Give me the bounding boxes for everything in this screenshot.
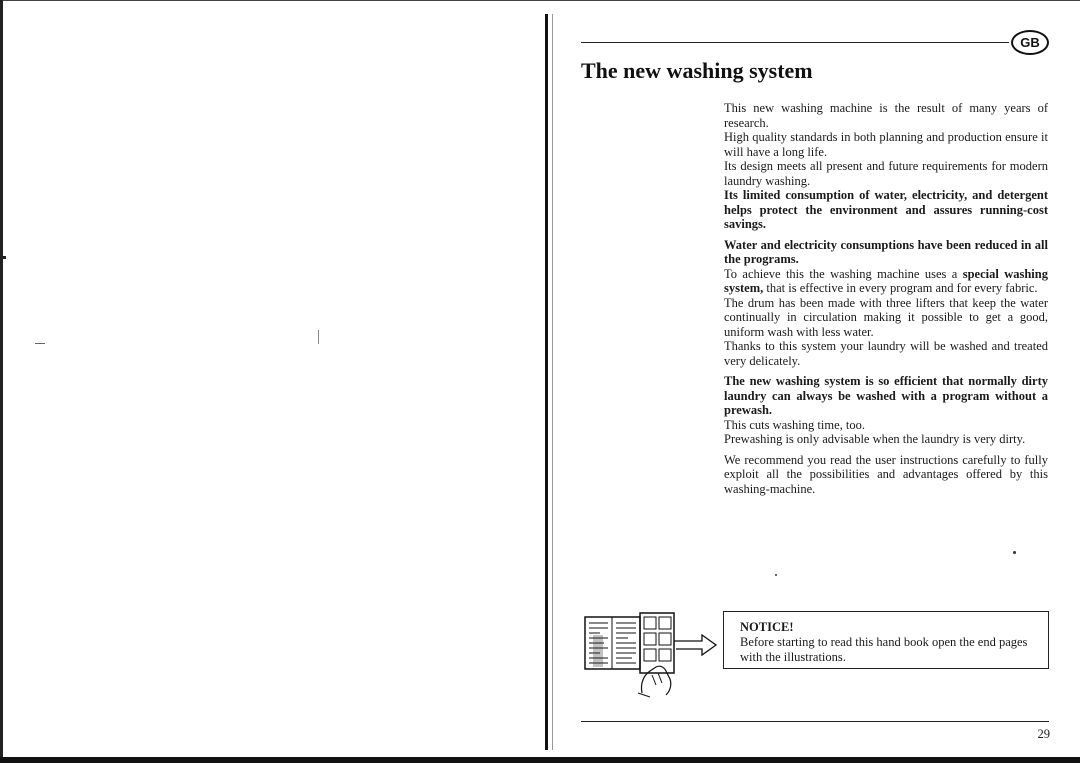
notice-title: NOTICE! — [740, 620, 794, 634]
paragraph: High quality standards in both planning and production ensure it will have a long life. — [724, 130, 1048, 159]
scan-bottom-edge — [0, 757, 1080, 763]
paragraph: The drum has been made with three lifters that keep the water continually in circulation making it possible to get a good, uniform wash with less water. — [724, 295, 1048, 339]
paragraph — [724, 267, 1048, 296]
paragraph: Its design meets all present and future requirements for modern laundry washing. — [724, 159, 1048, 188]
scan-speck — [775, 574, 777, 576]
scan-speck — [1013, 551, 1016, 554]
book-spine — [545, 14, 548, 750]
open-handbook-illustration-icon — [580, 605, 720, 700]
page-title: The new washing system — [581, 58, 813, 83]
text-run: To achieve this the washing machine uses a — [724, 266, 963, 281]
paragraph: This new washing machine is the result of many years of research. — [724, 101, 1048, 130]
bold-text: Its limited consumption of water, electricity, and detergent helps protect the environment and assures running-cost savings. — [724, 188, 1048, 231]
footer-rule — [581, 721, 1049, 722]
book-spine-shadow — [552, 14, 553, 750]
bold-text: The new washing system is so efficient that normally dirty laundry can always be washed with a program without a prewash. — [724, 374, 1048, 417]
text-run: that is effective in every program and for every fabric. — [763, 281, 1038, 295]
paragraph: Thanks to this system your laundry will be washed and treated very delicately. — [724, 339, 1048, 368]
bold-text: Water and electricity consumptions have been reduced in all the programs. — [724, 237, 1048, 266]
gb-country-badge-icon: GB — [1011, 30, 1049, 55]
paragraph-bold — [724, 238, 1048, 267]
scan-left-edge — [0, 0, 3, 763]
paragraph: We recommend you read the user instructions carefully to fully exploit all the possibilities and advantages offered by this washing-machine. — [724, 452, 1048, 496]
paragraph: Prewashing is only advisable when the laundry is very dirty. — [724, 432, 1026, 446]
scan-top-edge — [0, 0, 1080, 1]
notice-text: Before starting to read this hand book open the end pages with the illustrations. — [740, 635, 1028, 664]
scan-left-mark — [0, 256, 6, 259]
scan-left-tick — [318, 330, 319, 344]
body-text — [724, 101, 1048, 496]
paragraph: This cuts washing time, too. — [724, 417, 865, 432]
paragraph-bold — [724, 374, 1048, 418]
page-number: 29 — [1037, 727, 1050, 741]
bold-text: special washing system, — [724, 266, 1048, 295]
notice-box — [723, 611, 1049, 669]
scan-left-dash — [35, 343, 45, 344]
paragraph-bold — [724, 188, 1048, 232]
header-rule — [581, 42, 1009, 43]
